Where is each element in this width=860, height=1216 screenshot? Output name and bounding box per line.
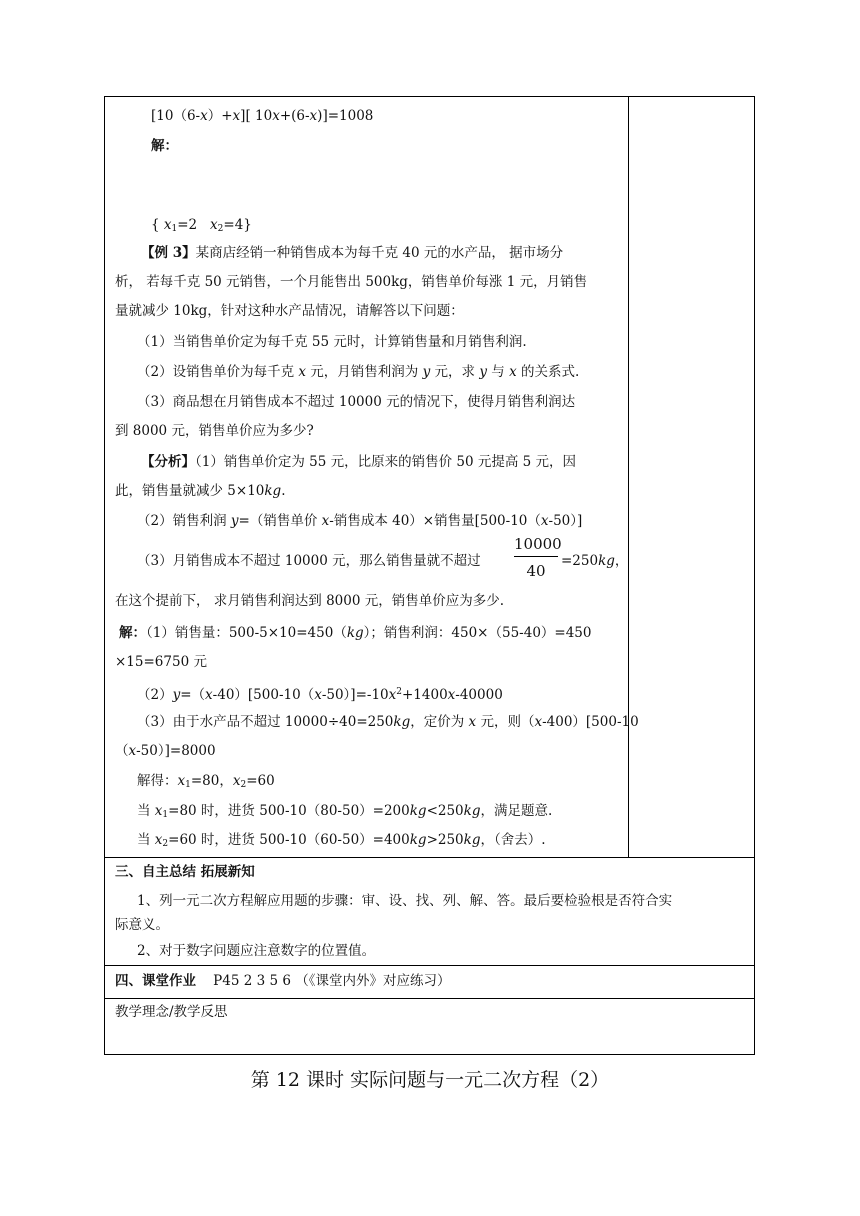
question-1: （1）当销售单价定为每千克 55 元时，计算销售量和月销售利润. <box>137 334 527 350</box>
analysis-line-4-end: =250kg， <box>561 553 629 569</box>
row-divider <box>105 998 754 999</box>
solution-line-1: 解：（1）销售量：500-5×10=450（kg）；销售利润：450×（55-40）=450 <box>119 625 592 641</box>
lesson-table <box>104 96 755 1055</box>
example-3-line-1: 【例 3】某商店经销一种销售成本为每千克 40 元的水产品， 据市场分 <box>141 245 564 261</box>
solution-line-5: （x-50）]=8000 <box>115 743 216 759</box>
analysis-line-4: （3）月销售成本不超过 10000 元，那么销售量就不超过 <box>137 553 481 569</box>
summary-point-2: 2、对于数字问题应注意数字的位置值。 <box>137 943 376 959</box>
question-2: （2）设销售单价为每千克 x 元，月销售利润为 y 元，求 y 与 x 的关系式. <box>137 364 580 380</box>
fraction-bar <box>514 556 558 557</box>
summary-point-1: 1、列一元二次方程解应用题的步骤：审、设、找、列、解、答。最后要检验根是否符合实 <box>137 893 673 909</box>
analysis-label: 【分析】 <box>141 454 195 470</box>
fraction-denominator: 40 <box>526 562 546 580</box>
homework-heading: 四、课堂作业 <box>115 973 196 989</box>
solution-line-2: ×15=6750 元 <box>115 654 207 670</box>
analysis-line-5: 在这个提前下， 求月销售利润达到 8000 元，销售单价应为多少. <box>115 593 505 609</box>
example-3-line-3: 量就减少 10kg，针对这种水产品情况，请解答以下问题： <box>115 303 464 319</box>
example-3-line-2: 析， 若每千克 50 元销售，一个月能售出 500kg，销售单价每涨 1 元，月销售 <box>115 274 588 290</box>
reflection-label: 教学理念/教学反思 <box>115 1004 228 1020</box>
analysis-line-1: 【分析】（1）销售单价定为 55 元，比原来的销售价 50 元提高 5 元，因 <box>141 454 577 470</box>
fraction <box>514 534 562 581</box>
solution-line-8: 当 $x_2=60$ 时，进货 500-10（60-50）=400kg>250kg，（舍去）. <box>137 832 546 849</box>
column-divider <box>628 97 629 857</box>
solution-line-3: $(2)y=(x-40)[500-10(x-50)]=-10x^2+1400x-40000$ <box>137 687 503 703</box>
question-3-line-2: 到 8000 元，销售单价应为多少? <box>115 423 314 439</box>
lesson-title: 第 12 课时 实际问题与一元二次方程（2） <box>250 1069 610 1091</box>
equation-line: [10（6-x）+x][ 10x+(6-x)]=1008 <box>151 108 374 124</box>
fraction-numerator: 10000 <box>514 535 562 553</box>
summary-point-1-cont: 际意义。 <box>115 917 169 933</box>
analysis-line-2: 此，销售量就减少 5×10kg. <box>115 483 286 499</box>
row-divider <box>105 965 754 966</box>
summary-heading: 三、自主总结 拓展新知 <box>115 864 255 880</box>
solution-line-6: 解得：$x_1=80$，$x_2=60$ <box>137 773 275 790</box>
homework-text: P45 2 3 5 6 （《课堂内外》对应练习） <box>213 973 451 989</box>
solution-line-4: （3）由于水产品不超过 10000÷40=250kg，定价为 x 元，则（x-400）[500-10 <box>137 714 639 730</box>
question-3-line-1: （3）商品想在月销售成本不超过 10000 元的情况下，使得月销售利润达 <box>137 394 576 410</box>
homework-line <box>115 972 451 990</box>
roots-line: { $x_1=2$ $x_2=4$} <box>151 217 252 234</box>
analysis-line-3: （2）销售利润 y=（销售单价 x-销售成本 40）×销售量[500-10（x-50）] <box>137 513 583 529</box>
solution-label: 解： <box>151 138 178 154</box>
example-3-label: 【例 3】 <box>141 245 196 261</box>
row-divider <box>105 857 754 858</box>
solution-line-7: 当 $x_1=80$ 时，进货 500-10（80-50）=200kg<250kg，满足题意. <box>137 803 553 820</box>
